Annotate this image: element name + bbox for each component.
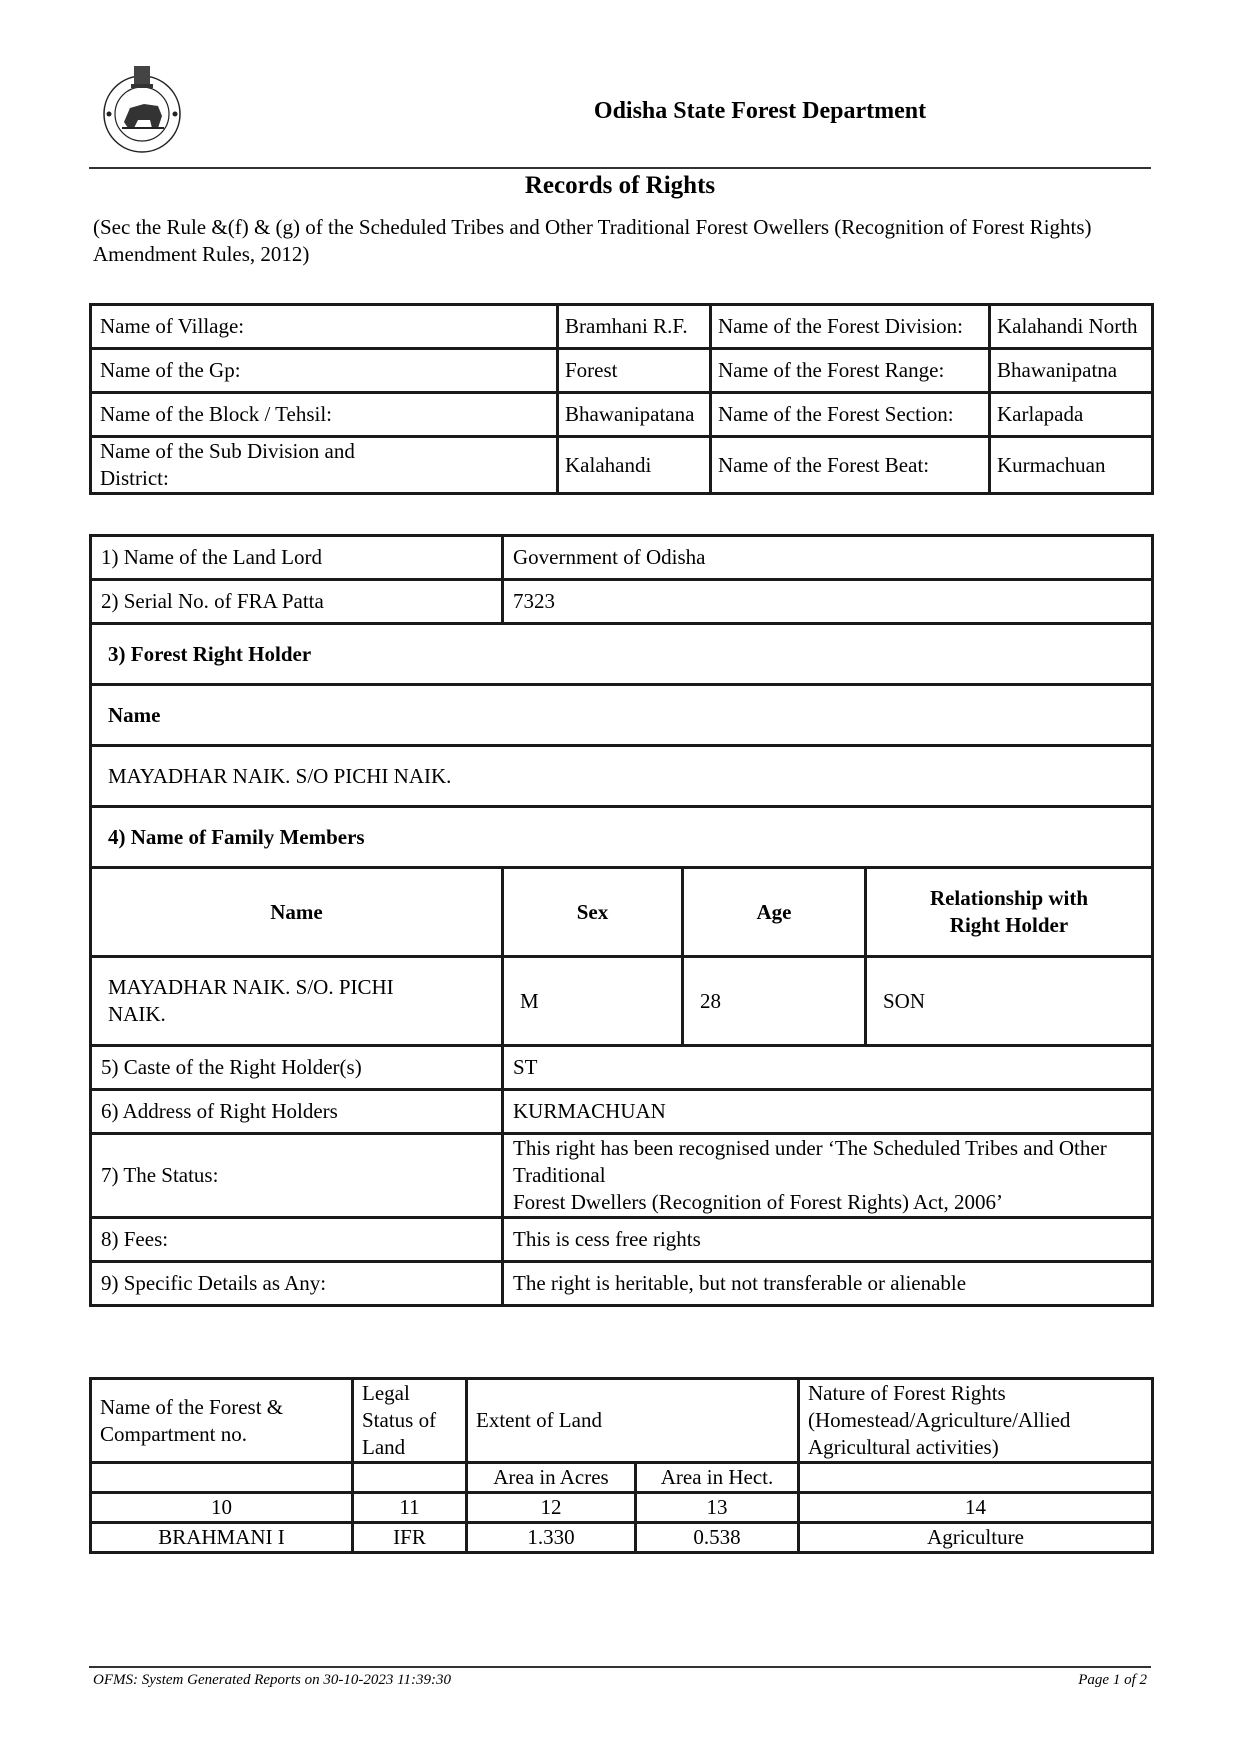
land-details-table (89, 1377, 1154, 1554)
serial-no-label: 2) Serial No. of FRA Patta (91, 580, 503, 624)
forest-compartment-header: Name of the Forest & Compartment no. (91, 1379, 353, 1463)
family-member-relationship: SON (866, 957, 1153, 1046)
family-header-row (91, 868, 1153, 957)
area-acres-header: Area in Acres (467, 1463, 636, 1493)
table-row (91, 1262, 1153, 1306)
family-member-sex: M (503, 957, 683, 1046)
table-row (91, 1134, 1153, 1218)
serial-no-value: 7323 (503, 580, 1153, 624)
family-heading: 4) Name of Family Members (91, 807, 1153, 868)
area-hect-value: 0.538 (636, 1523, 799, 1553)
col-number: 14 (799, 1493, 1153, 1523)
forest-name-value: BRAHMANI I (91, 1523, 353, 1553)
department-title: Odisha State Forest Department (593, 98, 927, 124)
generated-timestamp: OFMS: System Generated Reports on 30-10-2023 11:39:30 (93, 1672, 451, 1688)
table-row (91, 807, 1153, 868)
status-value (503, 1134, 1153, 1218)
column-number-row (91, 1493, 1153, 1523)
caste-label: 5) Caste of the Right Holder(s) (91, 1046, 503, 1090)
gp-value: Forest (558, 349, 711, 393)
table-row (91, 536, 1153, 580)
forest-beat-label: Name of the Forest Beat: (711, 437, 990, 494)
family-col-relationship: Relationship with Right Holder (866, 868, 1153, 957)
address-value: KURMACHUAN (503, 1090, 1153, 1134)
family-member-name: MAYADHAR NAIK. S/O. PICHI NAIK. (91, 957, 503, 1046)
specific-details-label: 9) Specific Details as Any: (91, 1262, 503, 1306)
name-heading: Name (91, 685, 1153, 746)
area-hect-header: Area in Hect. (636, 1463, 799, 1493)
location-table (89, 303, 1154, 495)
village-label: Name of Village: (91, 305, 558, 349)
table-row (91, 1218, 1153, 1262)
table-row (91, 305, 1153, 349)
table-row (91, 1046, 1153, 1090)
legal-status-header: Legal Status of Land (353, 1379, 467, 1463)
land-row (91, 1523, 1153, 1553)
col-number: 13 (636, 1493, 799, 1523)
table-row (91, 685, 1153, 746)
specific-details-value: The right is heritable, but not transferable or alienable (503, 1262, 1153, 1306)
fees-label: 8) Fees: (91, 1218, 503, 1262)
empty-cell (91, 1463, 353, 1493)
block-value: Bhawanipatana (558, 393, 711, 437)
status-line-1: This right has been recognised under ‘The Scheduled Tribes and Other Traditional (513, 1136, 1107, 1187)
caste-value: ST (503, 1046, 1153, 1090)
family-col-name: Name (91, 868, 503, 957)
right-holder-heading: 3) Forest Right Holder (91, 624, 1153, 685)
empty-cell (799, 1463, 1153, 1493)
page-number: Page 1 of 2 (1078, 1672, 1147, 1688)
village-value: Bramhani R.F. (558, 305, 711, 349)
gp-label: Name of the Gp: (91, 349, 558, 393)
area-acres-value: 1.330 (467, 1523, 636, 1553)
table-row (91, 624, 1153, 685)
status-line-2: Forest Dwellers (Recognition of Forest Rights) Act, 2006’ (513, 1190, 1003, 1214)
forest-beat-value: Kurmachuan (990, 437, 1153, 494)
col-number: 10 (91, 1493, 353, 1523)
subdivision-label: Name of the Sub Division and District: (91, 437, 558, 494)
empty-cell (353, 1463, 467, 1493)
right-holder-name: MAYADHAR NAIK. S/O PICHI NAIK. (91, 746, 1153, 807)
forest-range-value: Bhawanipatna (990, 349, 1153, 393)
nature-of-rights-value: Agriculture (799, 1523, 1153, 1553)
land-lord-label: 1) Name of the Land Lord (91, 536, 503, 580)
subdivision-value: Kalahandi (558, 437, 711, 494)
forest-division-value: Kalahandi North (990, 305, 1153, 349)
family-col-sex: Sex (503, 868, 683, 957)
land-subheader-row (91, 1463, 1153, 1493)
family-member-row (91, 957, 1153, 1046)
forest-section-value: Karlapada (990, 393, 1153, 437)
table-row (91, 580, 1153, 624)
family-member-age: 28 (683, 957, 866, 1046)
table-row (91, 437, 1153, 494)
legal-status-value: IFR (353, 1523, 467, 1553)
status-label: 7) The Status: (91, 1134, 503, 1218)
extent-of-land-header: Extent of Land (467, 1379, 799, 1463)
header-divider (89, 167, 1151, 169)
document-subtitle: (Sec the Rule &(f) & (g) of the Scheduled Tribes and Other Traditional Forest Owellers (Recognition of Forest Rights) Amendment Rules, 2012) (93, 215, 1092, 266)
col-number: 12 (467, 1493, 636, 1523)
table-row (91, 746, 1153, 807)
footer-divider (89, 1666, 1151, 1668)
family-col-age: Age (683, 868, 866, 957)
land-header-row (91, 1379, 1153, 1463)
forest-range-label: Name of the Forest Range: (711, 349, 990, 393)
land-lord-value: Government of Odisha (503, 536, 1153, 580)
col-number: 11 (353, 1493, 467, 1523)
nature-of-rights-header: Nature of Forest Rights (Homestead/Agriculture/Allied Agricultural activities) (799, 1379, 1153, 1463)
table-row (91, 349, 1153, 393)
forest-section-label: Name of the Forest Section: (711, 393, 990, 437)
rights-details-table (89, 534, 1154, 1307)
table-row (91, 393, 1153, 437)
document-title: Records of Rights (524, 172, 716, 199)
block-label: Name of the Block / Tehsil: (91, 393, 558, 437)
table-row (91, 1090, 1153, 1134)
fees-value: This is cess free rights (503, 1218, 1153, 1262)
forest-division-label: Name of the Forest Division: (711, 305, 990, 349)
address-label: 6) Address of Right Holders (91, 1090, 503, 1134)
